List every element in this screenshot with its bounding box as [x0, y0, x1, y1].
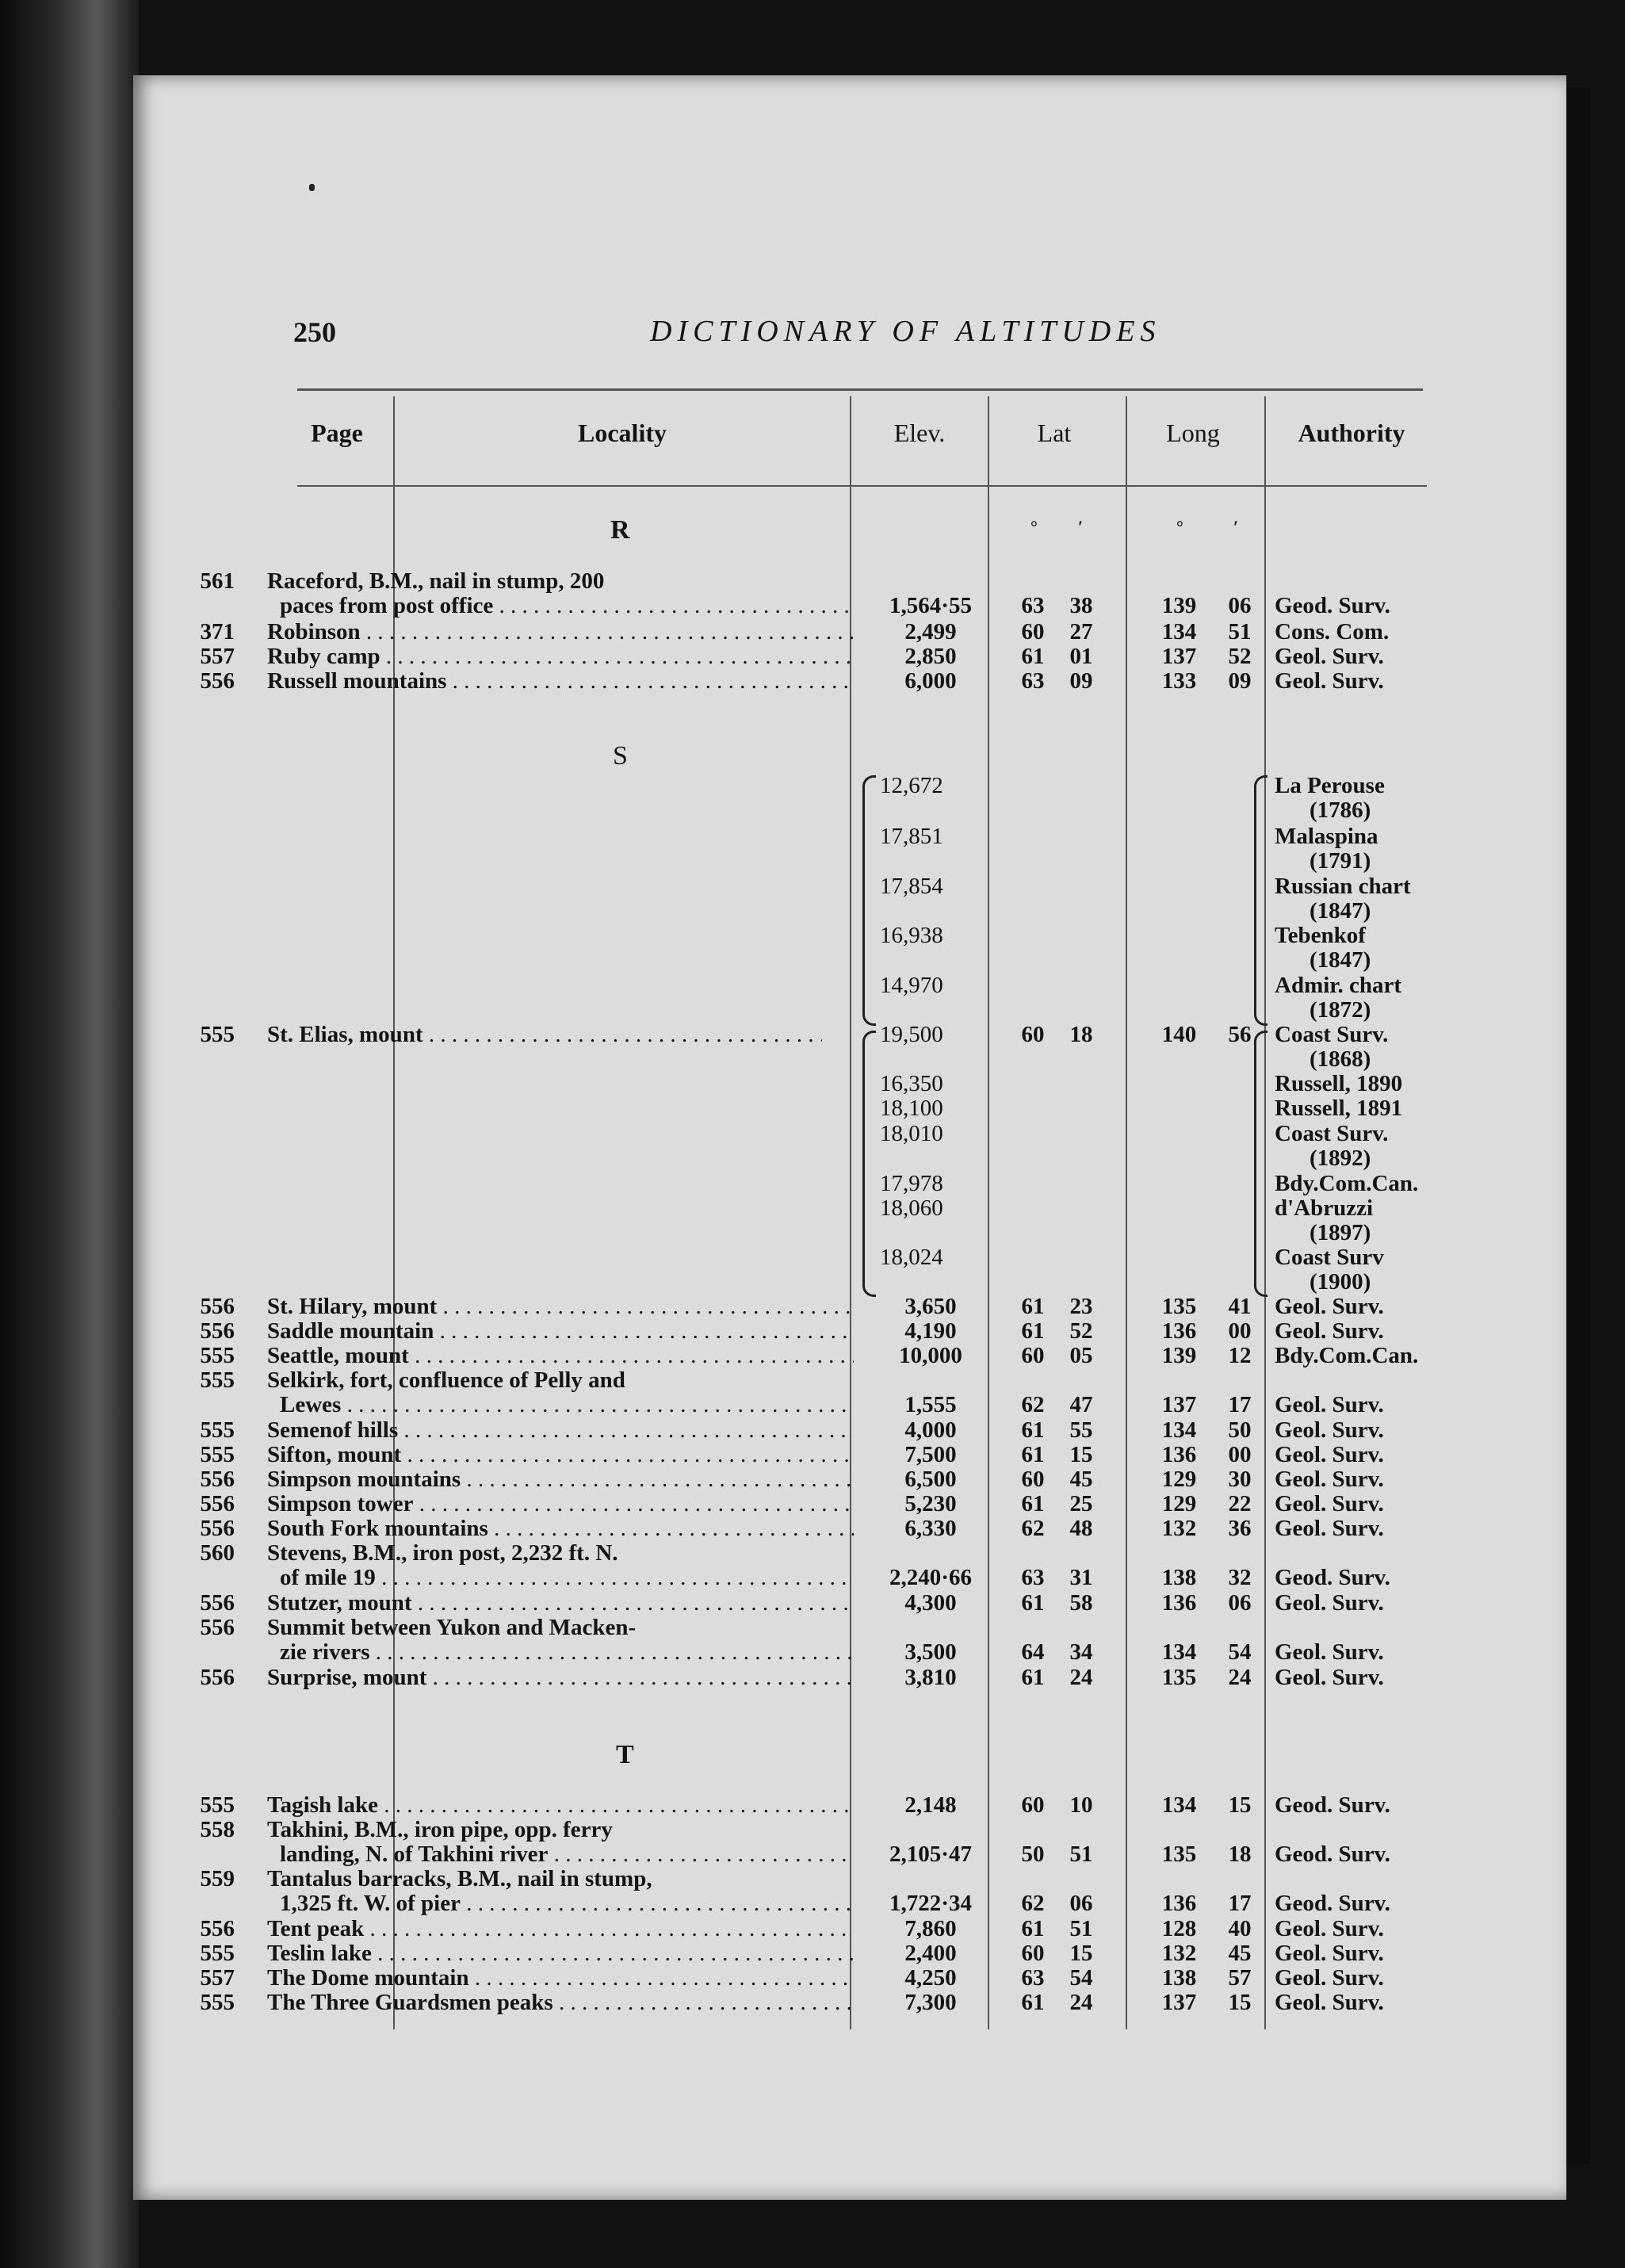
elias-elev-value: 16,350 [880, 1071, 943, 1096]
header-elev: Elev. [893, 419, 946, 447]
authority-cell: Geol. Surv. [1275, 668, 1384, 694]
long-min-cell: 17 [1228, 1891, 1252, 1916]
elias-authority-value: La Perouse [1275, 773, 1385, 798]
page-cell: 556 [200, 1491, 235, 1516]
elev-cell: 6,500 [904, 1467, 957, 1492]
long-deg-cell: 129 [1161, 1467, 1197, 1492]
locality-continuation: zie rivers . . . [280, 1640, 854, 1665]
authority-cell: Geod. Surv. [1275, 1842, 1390, 1867]
locality-cell: St. Hilary, mount . . . [267, 1295, 854, 1319]
locality-cell: Saddle mountain . . . [267, 1319, 854, 1344]
lat-deg-cell: 63 [1021, 1565, 1045, 1590]
lat-deg-cell: 61 [1021, 1665, 1045, 1690]
long-min-cell: 40 [1228, 1916, 1252, 1941]
elias-authority-value: Tebenkof [1275, 923, 1366, 948]
long-deg-cell: 135 [1161, 1665, 1197, 1690]
locality-cell: Seattle, mount . . . [267, 1344, 854, 1368]
locality-cell: South Fork mountains . . . [267, 1516, 854, 1541]
long-deg-cell: 136 [1161, 1442, 1197, 1467]
elias-authority-value: Coast Surv. [1275, 1121, 1389, 1146]
long-min-cell: 15 [1228, 1990, 1252, 2015]
long-min-cell: 00 [1228, 1442, 1252, 1467]
elev-cell: 4,250 [904, 1965, 957, 1991]
page-cell: 557 [200, 1965, 235, 1991]
page-cell: 555 [200, 1941, 235, 1966]
section-letter-r: R [610, 515, 630, 545]
lat-deg-cell: 60 [1021, 1467, 1045, 1492]
lat-min-cell: 27 [1069, 619, 1093, 644]
elias-authority-value: (1786) [1310, 797, 1371, 823]
long-deg-cell: 134 [1161, 1792, 1197, 1818]
authority-cell: Geol. Surv. [1275, 1491, 1384, 1516]
lat-minute-mark: ′ [1078, 517, 1084, 537]
locality-continuation: landing, N. of Takhini river . . . [280, 1842, 854, 1867]
lat-deg-cell: 61 [1021, 1990, 1045, 2015]
long-min-cell: 17 [1228, 1392, 1252, 1417]
elias-elev-value: 16,938 [880, 923, 943, 948]
lat-min-cell: 25 [1069, 1491, 1093, 1516]
authority-cell: Geol. Surv. [1275, 1392, 1384, 1417]
page-cell: 560 [200, 1540, 235, 1566]
lat-deg-cell: 50 [1021, 1842, 1045, 1867]
elev-cell: 1,555 [904, 1392, 957, 1417]
elev-cell: 7,300 [904, 1990, 957, 2015]
locality-cell: Tantalus barracks, B.M., nail in stump, [267, 1867, 652, 1891]
long-min-cell: 12 [1228, 1343, 1252, 1368]
locality-cell: Russell mountains . . . [267, 669, 854, 694]
locality-cell: Teslin lake . . . [267, 1941, 854, 1966]
elias-authority-value: Russian chart [1275, 874, 1411, 899]
lat-min-cell: 34 [1069, 1639, 1093, 1665]
long-min-cell: 54 [1228, 1639, 1252, 1665]
elias-elev-value: 18,010 [880, 1121, 943, 1146]
elias-authority-value: (1872) [1310, 997, 1371, 1023]
authority-cell: Geod. Surv. [1275, 593, 1390, 618]
lat-deg-cell: 61 [1021, 1491, 1045, 1516]
authority-cell: Bdy.Com.Can. [1275, 1343, 1419, 1368]
authority-cell: Geol. Surv. [1275, 1442, 1384, 1467]
authority-cell: Geol. Surv. [1275, 1990, 1384, 2015]
long-deg-cell: 136 [1161, 1891, 1197, 1916]
elias-authority-value: (1847) [1310, 898, 1371, 924]
elev-cell: 4,300 [904, 1590, 957, 1616]
section-letter-s: S [613, 741, 628, 771]
elev-cell: 1,722·34 [889, 1891, 972, 1916]
long-deg-cell: 136 [1161, 1590, 1197, 1616]
long-min-cell: 30 [1228, 1467, 1252, 1492]
lat-deg-cell: 63 [1021, 668, 1045, 694]
locality-cell: Ruby camp . . . [267, 644, 854, 669]
elias-elev-value: 14,970 [880, 973, 943, 998]
long-min-cell: 06 [1228, 593, 1252, 618]
elev-cell: 2,499 [904, 619, 957, 644]
elias-authority-value: (1791) [1310, 848, 1371, 874]
authority-brace-lower [1254, 1031, 1268, 1297]
lat-min-cell: 51 [1069, 1842, 1093, 1867]
page-cell: 555 [200, 1417, 235, 1443]
page-cell: 555 [200, 1343, 235, 1368]
locality-cell: Semenof hills . . . [267, 1418, 854, 1443]
long-min-cell: 57 [1228, 1965, 1252, 1991]
lat-min-cell: 51 [1069, 1916, 1093, 1941]
locality-cell: Robinson . . . [267, 620, 854, 644]
lat-min-cell: 23 [1069, 1294, 1093, 1319]
elev-cell: 3,650 [904, 1294, 957, 1319]
long-min-cell: 06 [1228, 1590, 1252, 1616]
top-rule [297, 388, 1423, 391]
authority-cell: Cons. Com. [1275, 619, 1390, 644]
elev-cell: 2,400 [904, 1941, 957, 1966]
elias-authority-value: d'Abruzzi [1275, 1195, 1374, 1221]
locality-cell: St. Elias, mount . . . [267, 1023, 822, 1047]
long-deg-cell: 139 [1161, 1343, 1197, 1368]
lat-min-cell: 47 [1069, 1392, 1093, 1417]
elev-cell: 10,000 [899, 1343, 962, 1368]
elias-authority-value: (1892) [1310, 1145, 1371, 1171]
elias-authority-value: Admir. chart [1275, 973, 1402, 998]
long-min-cell: 51 [1228, 619, 1252, 644]
long-deg-cell: 139 [1161, 593, 1197, 618]
long-deg-cell: 137 [1161, 1990, 1197, 2015]
page-cell: 557 [200, 644, 235, 669]
elev-cell: 3,500 [904, 1639, 957, 1665]
elev-cell: 7,500 [904, 1442, 957, 1467]
lat-min-cell: 48 [1069, 1516, 1093, 1541]
long-min-cell: 56 [1228, 1022, 1252, 1047]
page-cell: 556 [200, 1516, 235, 1541]
elias-elev-value: 17,978 [880, 1171, 943, 1196]
locality-cell: Summit between Yukon and Macken- [267, 1616, 637, 1640]
long-minute-mark: ′ [1233, 517, 1239, 537]
lat-deg-cell: 60 [1021, 1022, 1045, 1047]
lat-min-cell: 58 [1069, 1590, 1093, 1616]
long-min-cell: 09 [1228, 668, 1252, 694]
lat-deg-cell: 63 [1021, 1965, 1045, 1991]
section-letter-t: T [616, 1740, 634, 1769]
lat-deg-cell: 61 [1021, 1417, 1045, 1443]
elias-elev-value: 18,060 [880, 1195, 943, 1221]
authority-cell: Geod. Surv. [1275, 1792, 1390, 1818]
lat-min-cell: 55 [1069, 1417, 1093, 1443]
elias-authority-value: Russell, 1891 [1275, 1096, 1403, 1121]
long-deg-cell: 140 [1161, 1022, 1197, 1047]
long-deg-cell: 137 [1161, 644, 1197, 669]
long-deg-cell: 134 [1161, 1639, 1197, 1665]
elev-cell: 3,810 [904, 1665, 957, 1690]
elias-authority-value: Coast Surv [1275, 1245, 1384, 1270]
long-min-cell: 18 [1228, 1842, 1252, 1867]
long-deg-cell: 137 [1161, 1392, 1197, 1417]
lat-min-cell: 45 [1069, 1467, 1093, 1492]
page-cell: 555 [200, 1022, 235, 1047]
long-deg-cell: 135 [1161, 1294, 1197, 1319]
header-authority: Authority [1298, 419, 1405, 447]
running-title: DICTIONARY OF ALTITUDES [650, 315, 1161, 348]
long-degree-mark: ° [1176, 517, 1183, 537]
long-min-cell: 15 [1228, 1792, 1252, 1818]
long-deg-cell: 132 [1161, 1941, 1197, 1966]
lat-deg-cell: 60 [1021, 619, 1045, 644]
locality-continuation: of mile 19 . . . [280, 1566, 854, 1590]
locality-cell: Tent peak . . . [267, 1917, 854, 1941]
lat-deg-cell: 61 [1021, 1590, 1045, 1616]
elias-elev-value: 18,024 [880, 1245, 943, 1270]
authority-cell: Geod. Surv. [1275, 1891, 1390, 1916]
lat-deg-cell: 61 [1021, 1442, 1045, 1467]
locality-cell: Takhini, B.M., iron pipe, opp. ferry [267, 1818, 613, 1842]
elias-elev-value: 12,672 [880, 773, 943, 798]
elev-cell: 1,564·55 [889, 593, 972, 618]
elev-brace-upper [862, 775, 876, 1026]
locality-cell: The Three Guardsmen peaks . . . [267, 1991, 854, 2015]
lat-deg-cell: 64 [1021, 1639, 1045, 1665]
long-deg-cell: 138 [1161, 1965, 1197, 1991]
page-cell: 371 [200, 619, 235, 644]
authority-cell: Geol. Surv. [1275, 1516, 1384, 1541]
elias-elev-value: 19,500 [880, 1022, 943, 1047]
header-locality: Locality [578, 419, 667, 447]
elias-authority-value: (1868) [1310, 1046, 1371, 1072]
lat-deg-cell: 62 [1021, 1891, 1045, 1916]
authority-cell: Geol. Surv. [1275, 1941, 1384, 1966]
locality-cell: Raceford, B.M., nail in stump, 200 [267, 569, 605, 594]
locality-cell: Surprise, mount . . . [267, 1666, 854, 1690]
page-cell: 556 [200, 1615, 235, 1640]
page-cell: 556 [200, 1590, 235, 1616]
elev-cell: 2,850 [904, 644, 957, 669]
elias-elev-value: 18,100 [880, 1096, 943, 1121]
authority-cell: Geol. Surv. [1275, 1294, 1384, 1319]
long-deg-cell: 135 [1161, 1842, 1197, 1867]
authority-cell: Geol. Surv. [1275, 1639, 1384, 1665]
locality-cell: Tagish lake . . . [267, 1793, 854, 1818]
page-cell: 556 [200, 1318, 235, 1344]
page-cell: 559 [200, 1866, 235, 1891]
lat-deg-cell: 61 [1021, 644, 1045, 669]
lat-degree-mark: ° [1030, 517, 1038, 537]
lat-min-cell: 54 [1069, 1965, 1093, 1991]
locality-cell: Stutzer, mount . . . [267, 1591, 854, 1616]
elias-authority-value: Bdy.Com.Can. [1275, 1171, 1419, 1196]
elev-cell: 2,105·47 [889, 1842, 972, 1867]
long-deg-cell: 133 [1161, 668, 1197, 694]
page-cell: 556 [200, 1467, 235, 1492]
locality-cell: Simpson mountains . . . [267, 1467, 854, 1492]
elias-authority-value: (1847) [1310, 947, 1371, 973]
lat-min-cell: 01 [1069, 644, 1093, 669]
page-cell: 555 [200, 1442, 235, 1467]
lat-min-cell: 52 [1069, 1318, 1093, 1344]
page-cell: 555 [200, 1990, 235, 2015]
speck-mark [309, 184, 315, 191]
header-rule [297, 485, 1427, 487]
authority-cell: Geol. Surv. [1275, 644, 1384, 669]
locality-cell: Stevens, B.M., iron post, 2,232 ft. N. [267, 1541, 618, 1566]
authority-cell: Geol. Surv. [1275, 1318, 1384, 1344]
locality-cell: Simpson tower . . . [267, 1492, 854, 1516]
elias-elev-value: 17,854 [880, 874, 943, 899]
elias-authority-value: (1900) [1310, 1269, 1371, 1295]
lat-min-cell: 15 [1069, 1442, 1093, 1467]
elev-cell: 2,148 [904, 1792, 957, 1818]
authority-cell: Geod. Surv. [1275, 1565, 1390, 1590]
locality-continuation: paces from post office . . . [280, 594, 854, 618]
lat-min-cell: 15 [1069, 1941, 1093, 1966]
page-number: 250 [293, 316, 336, 348]
page-cell: 558 [200, 1817, 235, 1842]
lat-min-cell: 10 [1069, 1792, 1093, 1818]
authority-cell: Geol. Surv. [1275, 1916, 1384, 1941]
column-rule-4 [1126, 396, 1127, 2029]
long-deg-cell: 132 [1161, 1516, 1197, 1541]
header-page: Page [311, 419, 363, 447]
locality-continuation: 1,325 ft. W. of pier . . . [280, 1891, 854, 1916]
long-min-cell: 00 [1228, 1318, 1252, 1344]
page-cell: 561 [200, 568, 235, 594]
long-min-cell: 36 [1228, 1516, 1252, 1541]
authority-cell: Geol. Surv. [1275, 1665, 1384, 1690]
elev-cell: 4,190 [904, 1318, 957, 1344]
elev-cell: 2,240·66 [889, 1565, 972, 1590]
lat-min-cell: 18 [1069, 1022, 1093, 1047]
page-cell: 556 [200, 668, 235, 694]
authority-cell: Geol. Surv. [1275, 1467, 1384, 1492]
elev-cell: 5,230 [904, 1491, 957, 1516]
elev-cell: 4,000 [904, 1417, 957, 1443]
lat-min-cell: 38 [1069, 593, 1093, 618]
page-cell: 556 [200, 1665, 235, 1690]
lat-min-cell: 05 [1069, 1343, 1093, 1368]
header-long: Long [1166, 419, 1220, 447]
long-deg-cell: 129 [1161, 1491, 1197, 1516]
long-min-cell: 52 [1228, 644, 1252, 669]
authority-cell: Geol. Surv. [1275, 1965, 1384, 1991]
elias-authority-value: (1897) [1310, 1220, 1371, 1245]
locality-cell: The Dome mountain . . . [267, 1966, 854, 1991]
lat-deg-cell: 63 [1021, 593, 1045, 618]
authority-cell: Geol. Surv. [1275, 1590, 1384, 1616]
long-min-cell: 50 [1228, 1417, 1252, 1443]
lat-min-cell: 24 [1069, 1990, 1093, 2015]
long-deg-cell: 134 [1161, 619, 1197, 644]
long-min-cell: 32 [1228, 1565, 1252, 1590]
lat-min-cell: 09 [1069, 668, 1093, 694]
locality-cell: Sifton, mount . . . [267, 1443, 854, 1467]
elias-authority-value: Coast Surv. [1275, 1022, 1389, 1047]
header-lat: Lat [1037, 419, 1072, 447]
elias-authority-value: Russell, 1890 [1275, 1071, 1403, 1096]
lat-deg-cell: 60 [1021, 1941, 1045, 1966]
elev-brace-lower [862, 1031, 876, 1297]
long-min-cell: 24 [1228, 1665, 1252, 1690]
page-cell: 556 [200, 1294, 235, 1319]
lat-deg-cell: 61 [1021, 1916, 1045, 1941]
authority-brace-upper [1254, 775, 1268, 1026]
lat-min-cell: 31 [1069, 1565, 1093, 1590]
locality-cell: Selkirk, fort, confluence of Pelly and [267, 1368, 625, 1393]
lat-deg-cell: 61 [1021, 1294, 1045, 1319]
page-cell: 556 [200, 1916, 235, 1941]
locality-continuation: Lewes . . . [280, 1393, 854, 1417]
lat-deg-cell: 62 [1021, 1392, 1045, 1417]
long-deg-cell: 128 [1161, 1916, 1197, 1941]
elev-cell: 6,000 [904, 668, 957, 694]
lat-deg-cell: 60 [1021, 1792, 1045, 1818]
lat-deg-cell: 61 [1021, 1318, 1045, 1344]
lat-deg-cell: 62 [1021, 1516, 1045, 1541]
lat-deg-cell: 60 [1021, 1343, 1045, 1368]
long-deg-cell: 136 [1161, 1318, 1197, 1344]
page-cell: 555 [200, 1367, 235, 1393]
elias-authority-value: Malaspina [1275, 824, 1378, 849]
long-deg-cell: 134 [1161, 1417, 1197, 1443]
elias-elev-value: 17,851 [880, 824, 943, 849]
page-cell: 555 [200, 1792, 235, 1818]
authority-cell: Geol. Surv. [1275, 1417, 1384, 1443]
long-min-cell: 22 [1228, 1491, 1252, 1516]
long-min-cell: 45 [1228, 1941, 1252, 1966]
lat-min-cell: 06 [1069, 1891, 1093, 1916]
long-min-cell: 41 [1228, 1294, 1252, 1319]
long-deg-cell: 138 [1161, 1565, 1197, 1590]
elev-cell: 6,330 [904, 1516, 957, 1541]
elev-cell: 7,860 [904, 1916, 957, 1941]
lat-min-cell: 24 [1069, 1665, 1093, 1690]
